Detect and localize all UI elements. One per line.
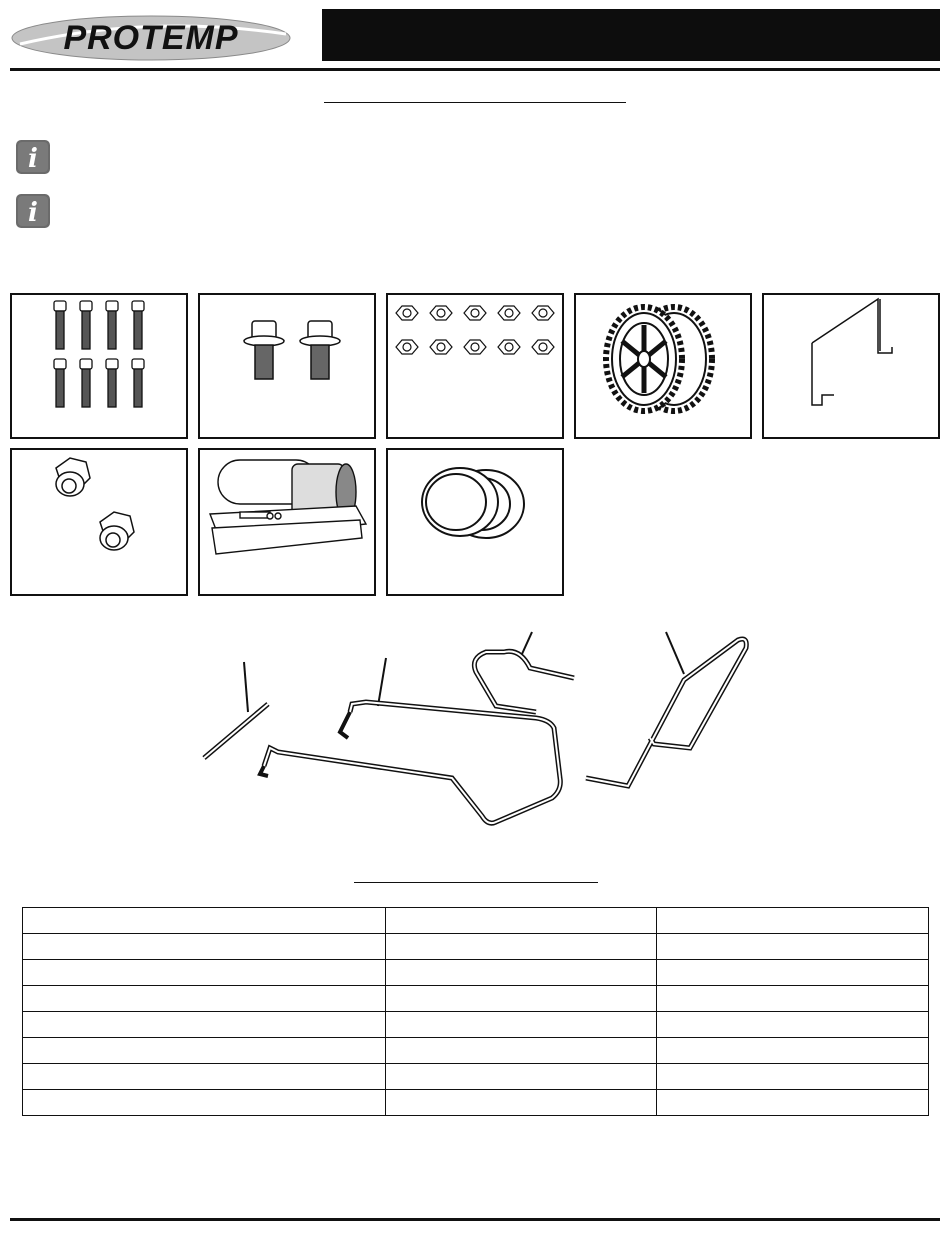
hardware-box-bushings bbox=[386, 448, 564, 596]
table-row bbox=[23, 960, 929, 986]
table-cell bbox=[23, 908, 386, 934]
parts-list-heading bbox=[354, 862, 598, 883]
hardware-box-hex-nuts bbox=[386, 293, 564, 439]
hardware-box-heater bbox=[198, 448, 376, 596]
table-cell bbox=[386, 1064, 657, 1090]
bracket-icon bbox=[764, 295, 938, 437]
hardware-box-wheels bbox=[574, 293, 752, 439]
wheels-icon bbox=[576, 295, 750, 437]
table-cell bbox=[23, 960, 386, 986]
long-bolts-icon bbox=[12, 295, 186, 437]
assembly-parts-drawing bbox=[190, 628, 760, 848]
heater-icon bbox=[200, 450, 374, 594]
table-cell bbox=[386, 986, 657, 1012]
section-heading bbox=[324, 82, 626, 103]
hex-nuts-icon bbox=[388, 295, 562, 437]
table-row bbox=[23, 1012, 929, 1038]
table-cell bbox=[386, 934, 657, 960]
side-handle-icon bbox=[586, 632, 746, 786]
table-cell bbox=[23, 1012, 386, 1038]
table-cell bbox=[23, 1064, 386, 1090]
table-cell bbox=[23, 986, 386, 1012]
hardware-box-bracket bbox=[762, 293, 940, 439]
table-row bbox=[23, 1090, 929, 1116]
table-cell bbox=[657, 1012, 929, 1038]
table-cell bbox=[657, 986, 929, 1012]
hardware-box-cap-nuts bbox=[10, 448, 188, 596]
table-cell bbox=[386, 1038, 657, 1064]
hardware-box-flange-bolts bbox=[198, 293, 376, 439]
table-cell bbox=[386, 960, 657, 986]
table-cell bbox=[657, 1038, 929, 1064]
flange-bolts-icon bbox=[200, 295, 374, 437]
top-divider bbox=[10, 68, 940, 71]
base-frame-icon bbox=[260, 658, 560, 823]
table-cell bbox=[657, 934, 929, 960]
svg-text:i: i bbox=[28, 198, 38, 228]
table-row bbox=[23, 1038, 929, 1064]
table-row bbox=[23, 1064, 929, 1090]
protemp-logo bbox=[10, 10, 292, 66]
table-cell bbox=[386, 1012, 657, 1038]
table-cell bbox=[657, 960, 929, 986]
info-icon bbox=[16, 140, 50, 174]
table-cell bbox=[386, 1090, 657, 1116]
table-row bbox=[23, 908, 929, 934]
table-cell bbox=[23, 1038, 386, 1064]
parts-list-table bbox=[22, 907, 929, 1116]
table-cell bbox=[23, 934, 386, 960]
axle-rod-icon bbox=[204, 662, 268, 758]
hardware-box-long-bolts bbox=[10, 293, 188, 439]
table-cell bbox=[386, 908, 657, 934]
table-row bbox=[23, 934, 929, 960]
table-cell bbox=[657, 908, 929, 934]
table-cell bbox=[657, 1064, 929, 1090]
svg-text:i: i bbox=[28, 144, 38, 174]
bushings-icon bbox=[388, 450, 562, 594]
table-row bbox=[23, 986, 929, 1012]
upper-handle-icon bbox=[474, 632, 574, 712]
cap-nuts-icon bbox=[12, 450, 186, 594]
bottom-divider bbox=[10, 1218, 940, 1221]
info-icon bbox=[16, 194, 50, 228]
table-cell bbox=[23, 1090, 386, 1116]
table-cell bbox=[657, 1090, 929, 1116]
page-title-bar bbox=[322, 9, 940, 61]
logo-wordmark: PROTEMP bbox=[63, 18, 239, 57]
